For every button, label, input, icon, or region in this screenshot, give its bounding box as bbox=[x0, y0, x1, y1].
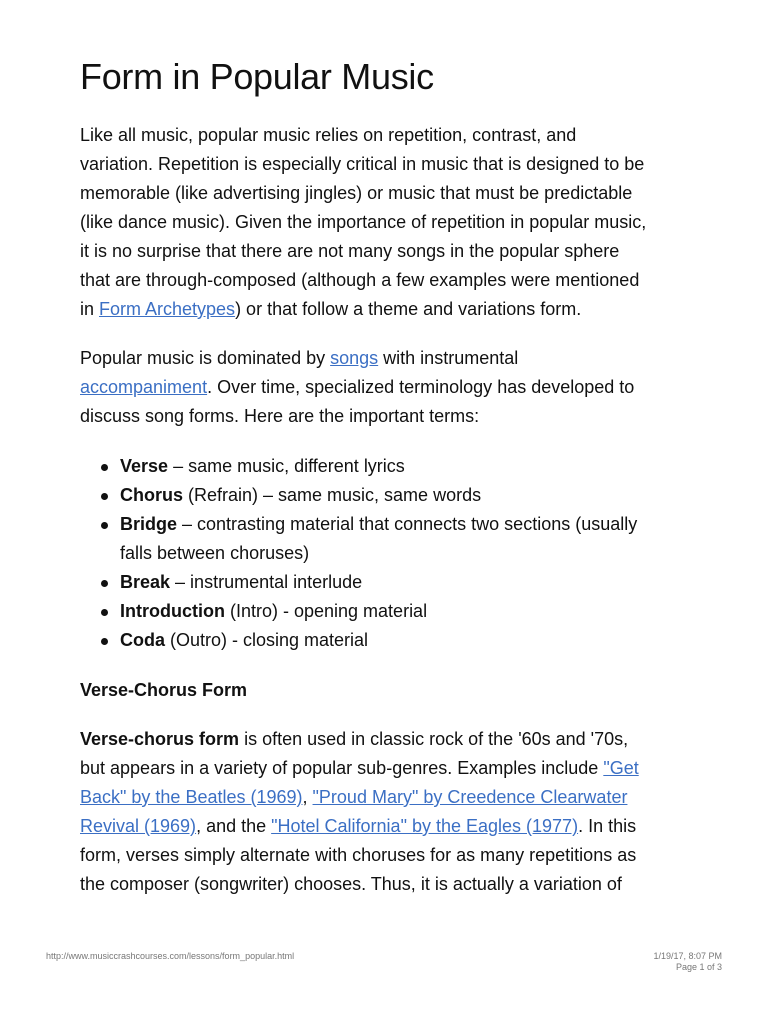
list-item bbox=[80, 626, 637, 655]
bullet-icon bbox=[101, 522, 108, 529]
text-fragment: with instrumental bbox=[378, 348, 519, 368]
bullet-icon bbox=[101, 493, 108, 500]
songs-link[interactable]: songs bbox=[330, 348, 379, 368]
text-line bbox=[80, 344, 634, 373]
verse-chorus-paragraph bbox=[80, 725, 639, 899]
text-fragment: but appears in a variety of popular sub-genres. Examples include bbox=[80, 758, 604, 778]
text-line: form, verses simply alternate with choruses for as many repetitions as bbox=[80, 845, 637, 865]
proud-mary-link[interactable]: "Proud Mary" by Creedence Clearwater bbox=[312, 787, 628, 807]
text-line: memorable (like advertising jingles) or music that must be predictable bbox=[80, 183, 633, 203]
get-back-link-continued[interactable]: Back" by the Beatles (1969) bbox=[80, 787, 303, 807]
list-item bbox=[80, 481, 637, 510]
text-line: variation. Repetition is especially critical in music that is designed to be bbox=[80, 154, 645, 174]
page-title: Form in Popular Music bbox=[80, 56, 434, 97]
bullet-icon bbox=[101, 464, 108, 471]
text-line bbox=[80, 812, 639, 841]
text-fragment: is often used in classic rock of the '60s and '70s, bbox=[239, 729, 629, 749]
accompaniment-link[interactable]: accompaniment bbox=[80, 377, 208, 397]
text-line: that are through-composed (although a few examples were mentioned bbox=[80, 270, 640, 290]
text-line: Like all music, popular music relies on repetition, contrast, and bbox=[80, 125, 577, 145]
term-description-continued: falls between choruses) bbox=[120, 543, 310, 563]
text-line: it is no surprise that there are not many songs in the popular sphere bbox=[80, 241, 620, 261]
term-description: (Outro) - closing material bbox=[165, 630, 369, 650]
footer-info bbox=[653, 951, 722, 973]
term-description: – same music, different lyrics bbox=[168, 456, 405, 476]
songs-paragraph bbox=[80, 344, 634, 431]
text-fragment: in bbox=[80, 299, 100, 319]
text-line bbox=[80, 725, 639, 754]
term-description: (Intro) - opening material bbox=[224, 601, 428, 621]
term-label: Bridge bbox=[120, 514, 178, 534]
list-item bbox=[80, 510, 637, 568]
footer-datetime: 1/19/17, 8:07 PM bbox=[653, 951, 722, 961]
term-description: (Refrain) – same music, same words bbox=[183, 485, 482, 505]
form-archetypes-link[interactable]: Form Archetypes bbox=[99, 299, 236, 319]
terms-list bbox=[80, 452, 637, 655]
text-line bbox=[80, 295, 646, 324]
list-item bbox=[80, 597, 637, 626]
text-line bbox=[80, 373, 634, 402]
term-label: Break bbox=[120, 572, 171, 592]
text-line bbox=[80, 754, 639, 783]
list-item bbox=[80, 452, 637, 481]
bullet-icon bbox=[101, 638, 108, 645]
text-fragment: . Over time, specialized terminology has developed to bbox=[207, 377, 635, 397]
hotel-california-link[interactable]: "Hotel California" by the Eagles (1977) bbox=[271, 816, 579, 836]
text-fragment: Popular music is dominated by bbox=[80, 348, 331, 368]
get-back-link[interactable]: "Get bbox=[603, 758, 639, 778]
proud-mary-link-continued[interactable]: Revival (1969) bbox=[80, 816, 197, 836]
term-label: Coda bbox=[120, 630, 165, 650]
term-label: Verse bbox=[120, 456, 169, 476]
list-item bbox=[80, 568, 637, 597]
text-fragment: , bbox=[302, 787, 313, 807]
bold-term: Verse-chorus form bbox=[80, 729, 240, 749]
text-line: the composer (songwriter) chooses. Thus, it is actually a variation of bbox=[80, 874, 622, 894]
text-fragment: ) or that follow a theme and variations form. bbox=[235, 299, 582, 319]
text-line bbox=[80, 783, 639, 812]
bullet-icon bbox=[101, 580, 108, 587]
text-line: (like dance music). Given the importance of repetition in popular music, bbox=[80, 212, 647, 232]
footer-page-number: Page 1 of 3 bbox=[675, 962, 722, 972]
term-description: – contrasting material that connects two sections (usually bbox=[177, 514, 638, 534]
term-description: – instrumental interlude bbox=[170, 572, 363, 592]
term-label: Introduction bbox=[120, 601, 225, 621]
text-fragment: , and the bbox=[196, 816, 272, 836]
bullet-icon bbox=[101, 609, 108, 616]
footer-url: http://www.musiccrashcourses.com/lessons/form_popular.html bbox=[46, 951, 295, 961]
text-fragment: . In this bbox=[578, 816, 637, 836]
text-line: discuss song forms. Here are the important terms: bbox=[80, 406, 480, 426]
intro-paragraph bbox=[80, 121, 646, 324]
term-label: Chorus bbox=[120, 485, 183, 505]
section-heading: Verse-Chorus Form bbox=[80, 680, 248, 700]
